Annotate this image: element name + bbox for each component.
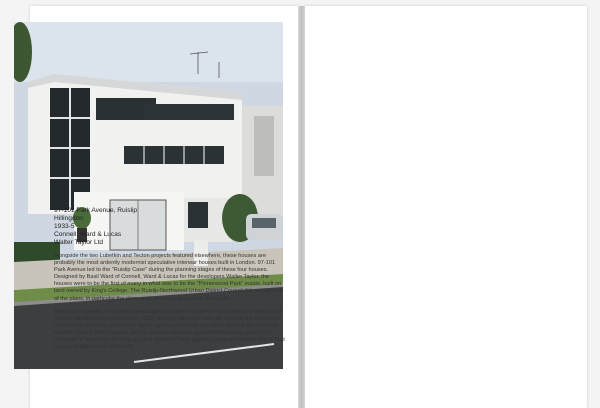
caption-architect: Connell, Ward & Lucas xyxy=(54,230,122,238)
body-paragraph-quote: "machines for living in" xyxy=(83,337,140,344)
body-text xyxy=(54,253,286,357)
body-paragraph-text: After many appeals, the designs were approved with reductions in the amount of glass used and the houses were completed in 1935. Winning the court case did not help the modernist cause in the suburbs, with Walter Taylor opting not to build any more. Despite the setbacks and the tweaks, these houses are the nearest suburban speculative housing came to Le Corbusier's xyxy=(54,308,282,344)
caption-address: 97-101 Park Avenue, Ruislip xyxy=(54,207,138,214)
caption-borough: Hillingdon xyxy=(54,214,83,222)
right-page xyxy=(304,6,587,408)
body-paragraph-text: , and seems to have gained a local acceptance with a 21st century lookalike built at No.103. xyxy=(54,337,285,351)
book-gutter xyxy=(298,6,305,408)
body-paragraph: Alongside the two Lubetkin and Tecton projects featured elsewhere, these houses are probably the most ardently modernist speculative interwar houses built in London. 97-101 Park Avenue led to the "Ruislip Case" during the planning stages of these four houses. Designed by Basil Ward of Connell, Ward & Lucas for the developers Walter Taylor, the houses were to be the first of many in what was to be the "Pinnerwood Park" estate, built on land owned by King's College. The Ruislip-Northwood Urban District Council did not approve of the plans, in particular the glass staircases facing out onto the street. xyxy=(54,253,283,302)
caption-date: 1933-5 xyxy=(54,222,75,230)
photo-caption xyxy=(54,207,284,247)
body-paragraph xyxy=(54,309,286,352)
caption-developer: Walter Taylor Ltd xyxy=(54,238,104,246)
